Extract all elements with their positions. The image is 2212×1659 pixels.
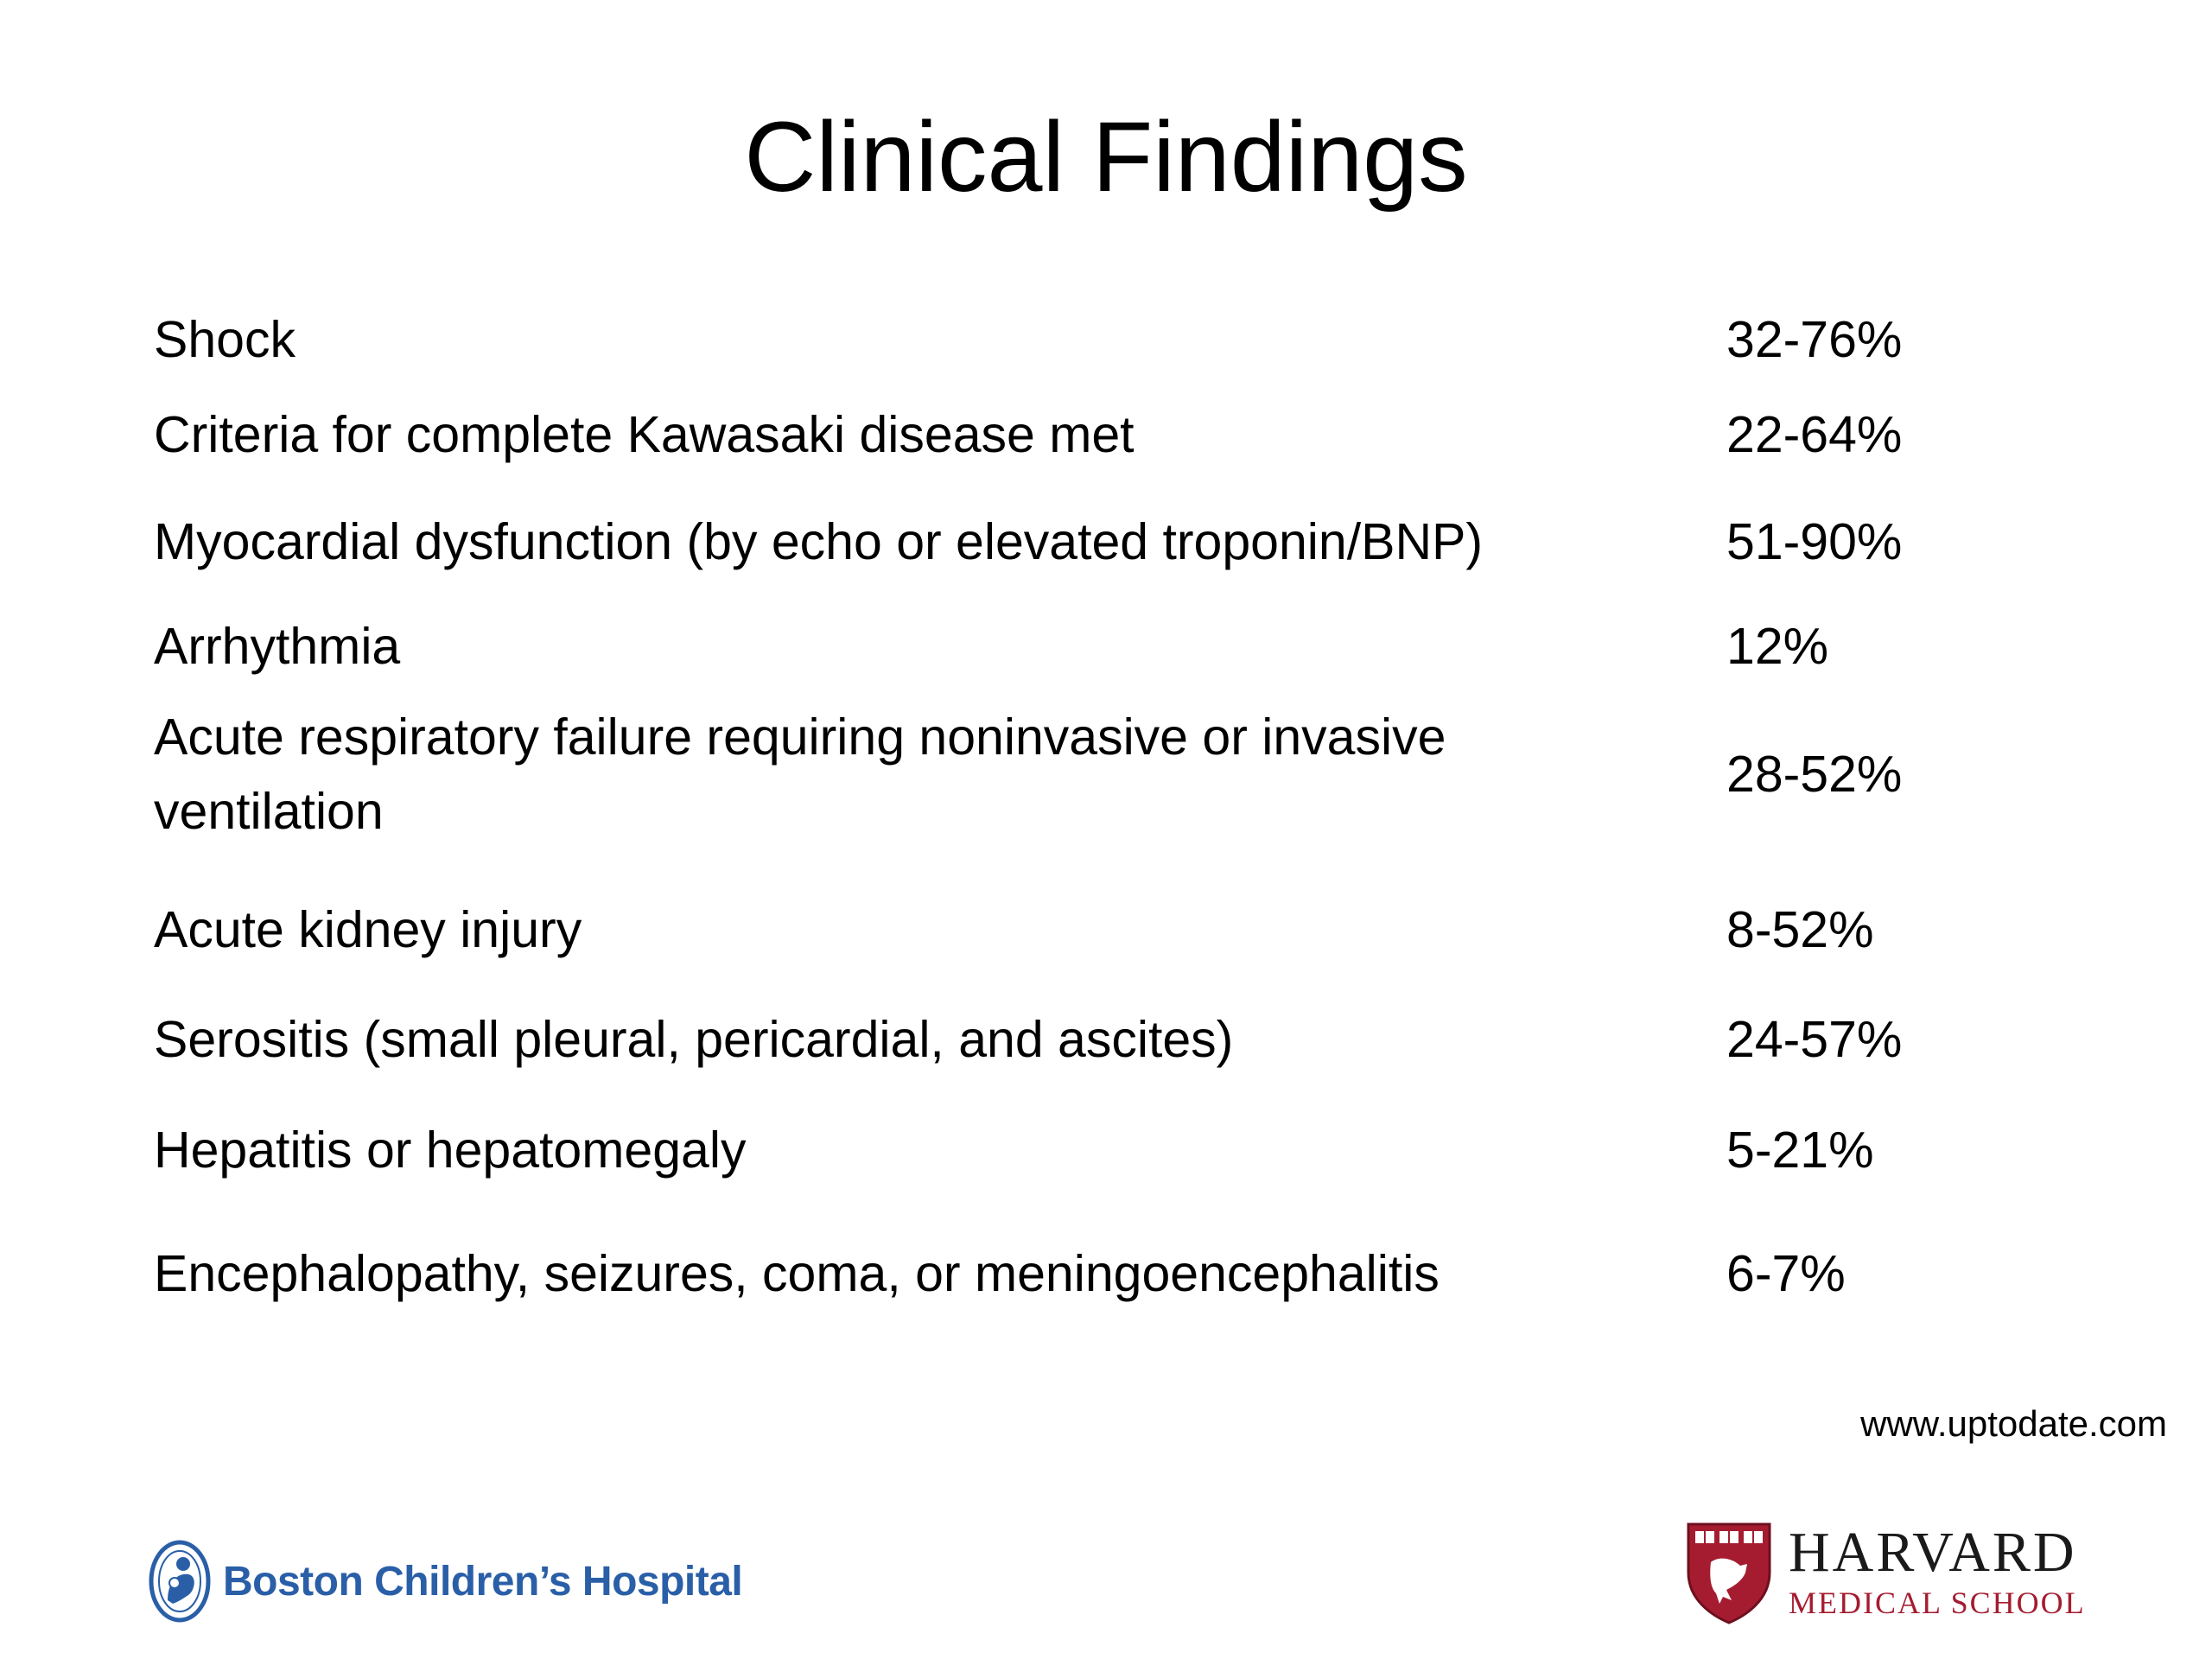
finding-label: Criteria for complete Kawasaki disease met xyxy=(154,406,1135,463)
mother-child-icon xyxy=(149,1540,211,1623)
harvard-name: HARVARD xyxy=(1789,1521,2077,1584)
source-citation: www.uptodate.com xyxy=(1860,1403,2167,1444)
veritas-shield-icon xyxy=(1685,1521,1773,1624)
finding-value: 12% xyxy=(1726,618,1829,675)
finding-value: 28-52% xyxy=(1726,746,1903,803)
finding-label: Encephalopathy, seizures, coma, or meningoencephalitis xyxy=(154,1245,1440,1302)
finding-value: 8-52% xyxy=(1726,901,1874,958)
finding-label: Serositis (small pleural, pericardial, and ascites) xyxy=(154,1011,1234,1068)
finding-value: 6-7% xyxy=(1726,1245,1846,1302)
finding-value: 32-76% xyxy=(1726,311,1903,368)
finding-label: Acute respiratory failure requiring noninvasive or invasive ventilation xyxy=(154,709,1446,840)
finding-label: Hepatitis or hepatomegaly xyxy=(154,1122,747,1179)
finding-label: Acute kidney injury xyxy=(154,901,582,958)
finding-label: Myocardial dysfunction (by echo or elevated troponin/BNP) xyxy=(154,513,1484,570)
finding-value: 5-21% xyxy=(1726,1122,1874,1179)
harvard-school-name: MEDICAL SCHOOL xyxy=(1789,1586,2086,1620)
boston-childrens-name: Boston Children’s Hospital xyxy=(223,1558,743,1605)
boston-childrens-logo xyxy=(149,1538,742,1624)
finding-label: Arrhythmia xyxy=(154,618,401,675)
finding-value: 24-57% xyxy=(1726,1011,1903,1068)
finding-label: Shock xyxy=(154,311,296,368)
finding-value: 22-64% xyxy=(1726,406,1903,463)
finding-value: 51-90% xyxy=(1726,513,1903,570)
harvard-medical-school-logo xyxy=(1685,1521,2086,1624)
slide-title: Clinical Findings xyxy=(744,102,1468,213)
